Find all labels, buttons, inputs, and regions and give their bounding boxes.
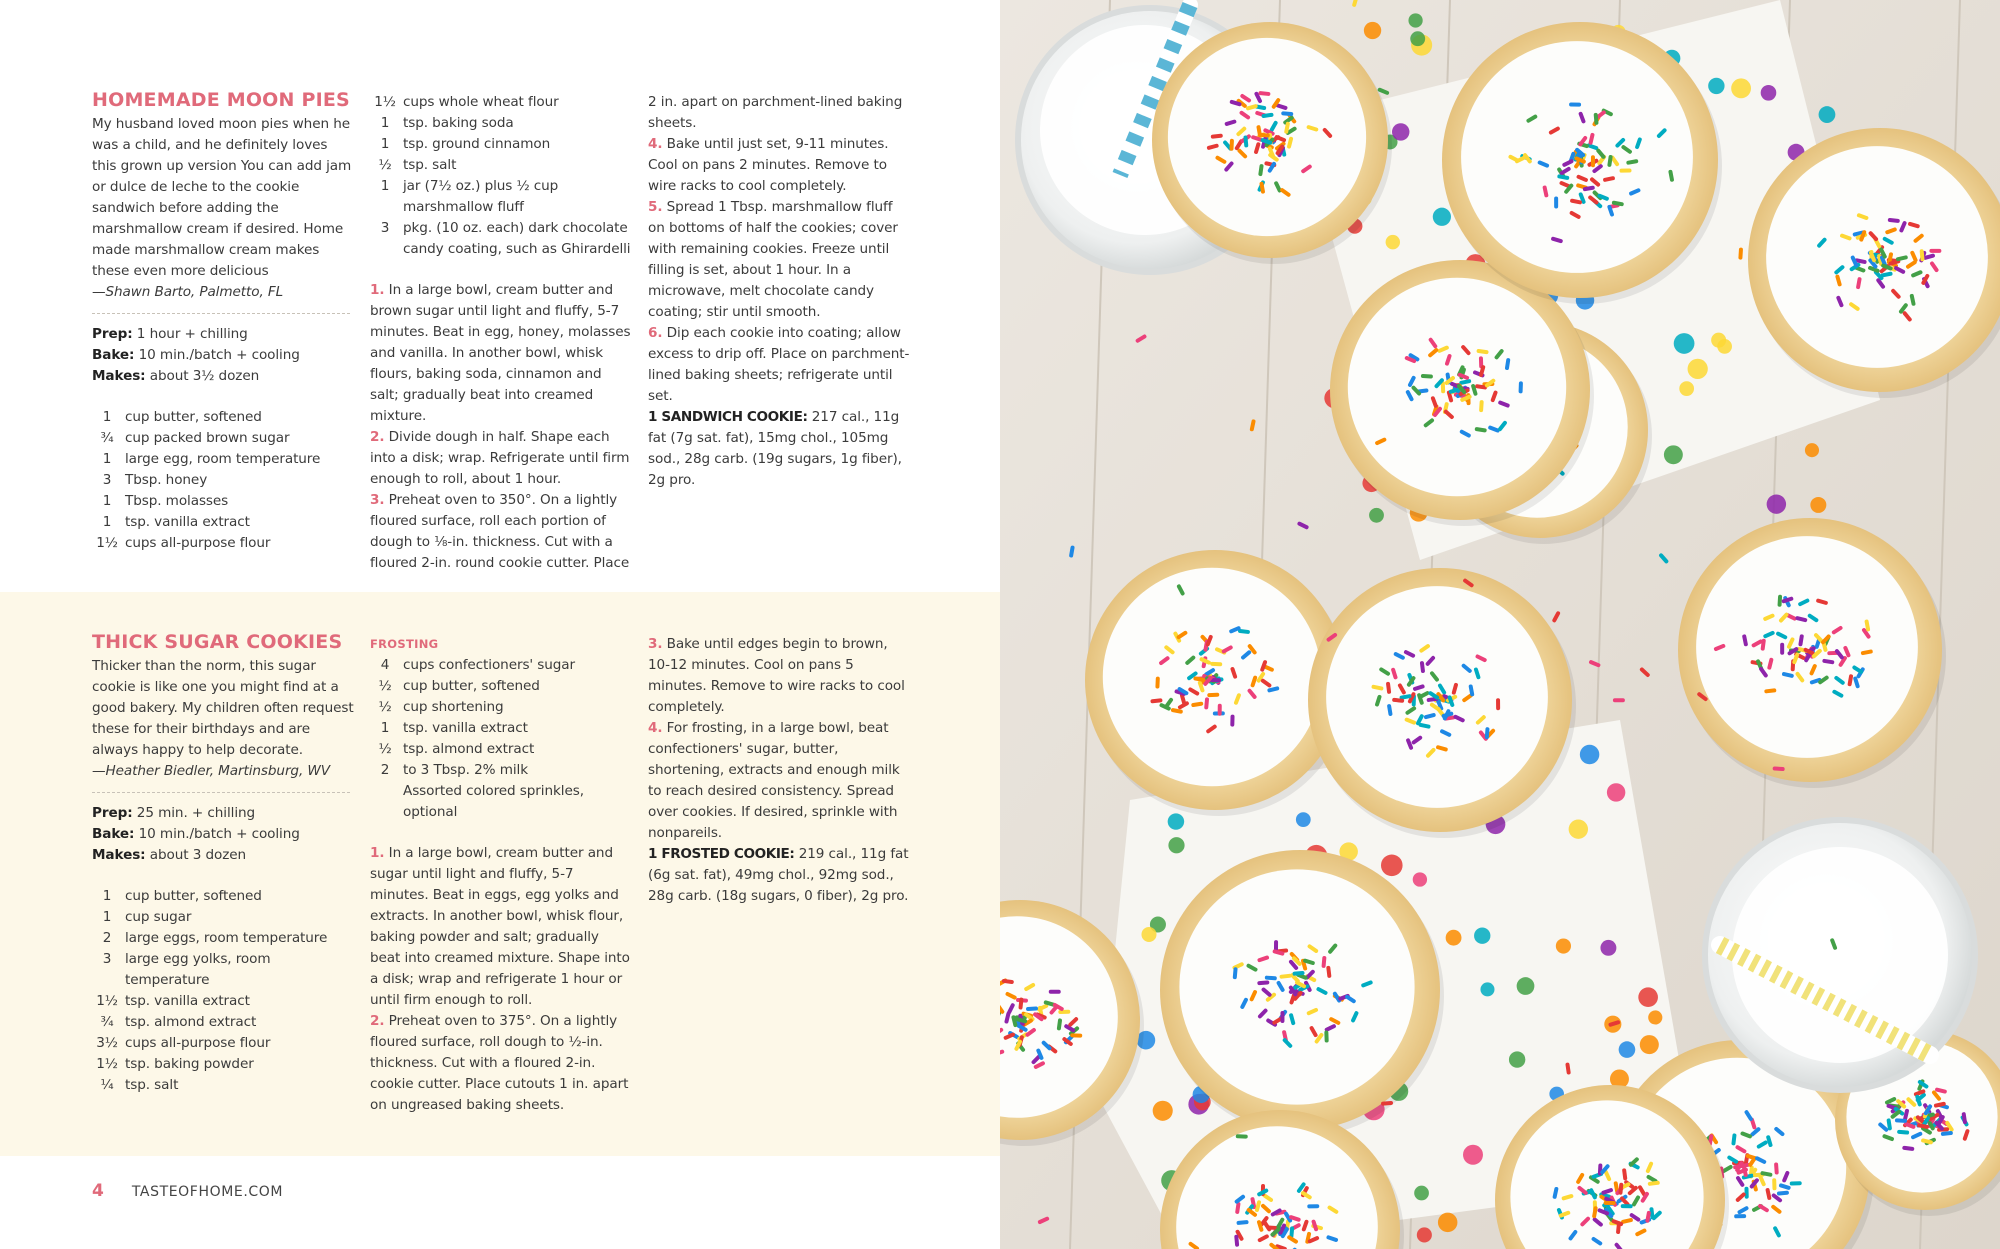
step-text: Preheat oven to 350°. On a lightly floured surface, roll each portion of dough to ⅛-in. thickness. Cut with a floured 2-in. round cookie cutter. Place bbox=[370, 492, 630, 571]
ingredient-quantity: 1 bbox=[380, 115, 390, 131]
ingredient-item bbox=[370, 113, 632, 134]
ingredient-item bbox=[92, 407, 354, 428]
sprinkle bbox=[1496, 698, 1500, 710]
ingredient-item bbox=[92, 533, 354, 554]
ingredient-item bbox=[92, 907, 354, 928]
step-text: Dip each cookie into coating; allow excess to drip off. Place on parchment-lined baking sheets; refrigerate until set. bbox=[648, 325, 910, 404]
ingredient-item bbox=[92, 428, 354, 449]
napkin-dot bbox=[1509, 1051, 1525, 1067]
recipe1-byline: —Shawn Barto, Palmetto, FL bbox=[92, 284, 284, 300]
bake-label: Bake: bbox=[92, 826, 135, 842]
ingredient-item bbox=[370, 781, 632, 823]
ingredient-item bbox=[370, 697, 632, 718]
ingredient-text: tsp. salt bbox=[403, 157, 457, 173]
recipe-step bbox=[370, 280, 632, 427]
step-number: 3. bbox=[648, 636, 663, 652]
ingredient-text: cups all-purpose flour bbox=[125, 535, 271, 551]
ingredient-quantity: ¾ bbox=[100, 430, 114, 446]
ingredient-item bbox=[92, 949, 354, 991]
sprinkle bbox=[1058, 1010, 1070, 1014]
step-number: 1. bbox=[370, 282, 385, 298]
step-text: Divide dough in half. Shape each into a disk; wrap. Refrigerate until firm enough to roll, about 1 hour. bbox=[370, 429, 630, 487]
makes-value: about 3½ dozen bbox=[149, 368, 260, 384]
ingredient-quantity: 1½ bbox=[96, 1056, 118, 1072]
dashed-divider bbox=[92, 792, 350, 793]
step-text: Bake until just set, 9-11 minutes. Cool on pans 2 minutes. Remove to wire racks to cool completely. bbox=[648, 136, 889, 194]
ingredient-text: tsp. baking soda bbox=[403, 115, 514, 131]
napkin-dot bbox=[1480, 982, 1494, 996]
sprinkle bbox=[1734, 1214, 1746, 1218]
recipe1-steps-b bbox=[648, 134, 910, 407]
ingredient-quantity: 1 bbox=[380, 178, 390, 194]
ingredient-item bbox=[370, 655, 632, 676]
bake-value: 10 min./batch + cooling bbox=[138, 826, 300, 842]
ingredient-quantity: ½ bbox=[378, 741, 392, 757]
prep-label: Prep: bbox=[92, 326, 133, 342]
recipe1-title: HOMEMADE MOON PIES bbox=[92, 89, 350, 111]
ingredient-quantity: 1 bbox=[102, 514, 112, 530]
recipe2-steps-b bbox=[648, 634, 910, 844]
napkin-dot bbox=[1168, 813, 1184, 829]
napkin-dot bbox=[1438, 1213, 1457, 1232]
frosting-label: FROSTING bbox=[370, 637, 439, 651]
napkin-dot bbox=[1517, 977, 1535, 995]
ingredient-text: to 3 Tbsp. 2% milk bbox=[403, 762, 528, 778]
ingredient-quantity: ½ bbox=[378, 678, 392, 694]
recipe1-makes bbox=[92, 366, 354, 387]
recipe2-makes bbox=[92, 845, 354, 866]
ingredient-item bbox=[370, 760, 632, 781]
recipe-step bbox=[648, 197, 910, 323]
recipe-step bbox=[648, 134, 910, 197]
napkin-dot bbox=[1638, 987, 1658, 1007]
napkin-dot bbox=[1474, 928, 1490, 944]
sprinkle bbox=[1895, 1118, 1907, 1123]
recipe2-title: THICK SUGAR COOKIES bbox=[92, 631, 343, 653]
ingredient-text: tsp. baking powder bbox=[125, 1056, 254, 1072]
ingredient-text: cup packed brown sugar bbox=[125, 430, 290, 446]
napkin-dot bbox=[1433, 208, 1451, 226]
bake-label: Bake: bbox=[92, 347, 135, 363]
ingredient-quantity: 1½ bbox=[96, 535, 118, 551]
ingredient-item bbox=[370, 676, 632, 697]
step-text: Preheat oven to 375°. On a lightly floured surface, roll dough to ½-in. thickness. Cut with a floured 2-in. cookie cutter. Place cutouts 1 in. apart on ungreased baking sheets. bbox=[370, 1013, 629, 1113]
ingredient-text: tsp. salt bbox=[125, 1077, 179, 1093]
ingredient-text: tsp. almond extract bbox=[125, 1014, 257, 1030]
sprinkle bbox=[1070, 1033, 1082, 1037]
ingredient-text: tsp. almond extract bbox=[403, 741, 535, 757]
recipe2-byline: —Heather Biedler, Martinsburg, WV bbox=[92, 763, 330, 779]
page-number: 4 bbox=[92, 1181, 104, 1201]
ingredient-text: tsp. vanilla extract bbox=[403, 720, 528, 736]
makes-label: Makes: bbox=[92, 847, 146, 863]
sprinkle bbox=[1780, 643, 1784, 655]
recipe1-prep bbox=[92, 324, 354, 345]
recipe1-intro: My husband loved moon pies when he was a child, and he definitely loves this grown up version You can add jam or dulce de leche to the cookie sandwich before adding the marshmallow cream if desired. Home made marshmallow cream makes these even more delicious bbox=[92, 116, 352, 279]
ingredient-item bbox=[92, 886, 354, 907]
step-number: 5. bbox=[648, 199, 663, 215]
ingredient-quantity: 1½ bbox=[96, 993, 118, 1009]
ingredient-quantity: 1 bbox=[102, 909, 112, 925]
recipe-step bbox=[648, 323, 910, 407]
recipe2-intro: Thicker than the norm, this sugar cookie is like one you might find at a good bakery. My children often request these for their birthdays and are always happy to help decorate. bbox=[92, 658, 354, 758]
ingredient-text: large eggs, room temperature bbox=[125, 930, 328, 946]
napkin-dot bbox=[1463, 1145, 1483, 1165]
sprinkle bbox=[1207, 693, 1219, 698]
cookie-frosting bbox=[1696, 536, 1918, 758]
sprinkle bbox=[1026, 1006, 1038, 1011]
step-text: In a large bowl, cream butter and brown sugar until light and fluffy, 5-7 minutes. Beat in egg, honey, molasses and vanilla. In another bowl, whisk flours, baking soda, cinnamon and salt; gradually beat into creamed mixture. bbox=[370, 282, 631, 424]
ingredient-text: large egg yolks, room temperature bbox=[125, 951, 271, 988]
sprinkle bbox=[1307, 1204, 1319, 1208]
step-text: For frosting, in a large bowl, beat confectioners' sugar, butter, shortening, extracts and enough milk to reach desired consistency. Spread over cookies. If desired, sprinkle with nonpareils. bbox=[648, 720, 900, 841]
ingredient-item bbox=[92, 928, 354, 949]
ingredient-quantity: 3 bbox=[380, 220, 390, 236]
napkin-dot bbox=[1381, 855, 1403, 877]
recipe2-column-1 bbox=[92, 631, 354, 1096]
nutrition-text: 219 cal., 11g fat (6g sat. fat), 49mg chol., 92mg sod., 28g carb. (18g sugars, 0 fiber), 2g pro. bbox=[648, 846, 909, 904]
ingredient-text: Tbsp. molasses bbox=[125, 493, 229, 509]
step-number: 2. bbox=[370, 1013, 385, 1029]
nutrition-text: 217 cal., 11g fat (7g sat. fat), 15mg chol., 105mg sod., 28g carb. (19g sugars, 1g fiber), 2g pro. bbox=[648, 409, 902, 488]
napkin-dot bbox=[1446, 930, 1462, 946]
nutrition-label: 1 SANDWICH COOKIE: bbox=[648, 409, 808, 425]
ingredient-quantity: 1 bbox=[102, 409, 112, 425]
napkin-dot bbox=[1413, 872, 1427, 886]
ingredient-item bbox=[92, 1075, 354, 1096]
ingredient-text: cups whole wheat flour bbox=[403, 94, 559, 110]
step-number: 4. bbox=[648, 136, 663, 152]
sprinkle bbox=[1777, 595, 1782, 607]
sprinkle bbox=[1744, 1187, 1748, 1199]
sprinkle bbox=[1591, 155, 1595, 167]
page-footer bbox=[92, 1181, 283, 1201]
loose-sprinkle bbox=[1613, 698, 1625, 702]
ingredient-text: tsp. ground cinnamon bbox=[403, 136, 551, 152]
ingredient-text: jar (7½ oz.) plus ½ cup marshmallow fluff bbox=[403, 178, 559, 215]
napkin-dot bbox=[1767, 494, 1786, 513]
recipe2-prep bbox=[92, 803, 354, 824]
sprinkle bbox=[1155, 676, 1160, 688]
napkin-dot bbox=[1569, 819, 1588, 838]
ingredient-text: cups all-purpose flour bbox=[125, 1035, 271, 1051]
prep-value: 25 min. + chilling bbox=[136, 805, 256, 821]
nutrition-label: 1 FROSTED COOKIE: bbox=[648, 846, 795, 862]
sprinkle bbox=[1774, 1162, 1779, 1174]
napkin-dot bbox=[1296, 812, 1311, 827]
ingredient-quantity: 4 bbox=[380, 657, 390, 673]
ingredient-quantity: 1 bbox=[102, 888, 112, 904]
ingredient-quantity: 1½ bbox=[374, 94, 396, 110]
recipe1-step-continuation: 2 in. apart on parchment-lined baking sheets. bbox=[648, 94, 903, 131]
ingredient-text: cups confectioners' sugar bbox=[403, 657, 576, 673]
ingredient-quantity: ½ bbox=[378, 699, 392, 715]
step-number: 4. bbox=[648, 720, 663, 736]
ingredient-item bbox=[370, 134, 632, 155]
sprinkle bbox=[1210, 662, 1222, 667]
ingredient-text: cup butter, softened bbox=[403, 678, 540, 694]
napkin-dot bbox=[1392, 123, 1409, 140]
step-text: Spread 1 Tbsp. marshmallow fluff on bottoms of half the cookies; cover with remaining cookies. Freeze until filling is set, about 1 hour. In a microwave, melt chocolate candy coating; stir until smooth. bbox=[648, 199, 898, 320]
ingredient-text: Assorted colored sprinkles, optional bbox=[403, 783, 584, 820]
ingredient-quantity: 3 bbox=[102, 472, 112, 488]
milk-glass-bottom bbox=[1705, 820, 1975, 1090]
sprinkle bbox=[1230, 715, 1234, 727]
sprinkle bbox=[1929, 249, 1941, 253]
step-number: 6. bbox=[648, 325, 663, 341]
recipe1-column-1 bbox=[92, 89, 354, 554]
ingredient-text: pkg. (10 oz. each) dark chocolate candy coating, such as Ghirardelli bbox=[403, 220, 631, 257]
step-number: 1. bbox=[370, 845, 385, 861]
ingredient-text: Tbsp. honey bbox=[125, 472, 208, 488]
ingredient-text: cup sugar bbox=[125, 909, 192, 925]
step-number: 3. bbox=[370, 492, 385, 508]
napkin-dot bbox=[1141, 927, 1156, 942]
recipe1-steps-a bbox=[370, 280, 632, 574]
sprinkle bbox=[1554, 197, 1558, 209]
recipe-step bbox=[648, 718, 910, 844]
ingredient-quantity: 1 bbox=[380, 136, 390, 152]
sprinkle bbox=[1519, 381, 1523, 393]
ingredient-item bbox=[92, 1033, 354, 1054]
napkin-dot bbox=[1386, 235, 1400, 249]
napkin-dot bbox=[1761, 85, 1777, 101]
sprinkle bbox=[1790, 1181, 1802, 1185]
napkin-dot bbox=[1805, 443, 1819, 457]
recipe1-column-2 bbox=[370, 92, 632, 574]
sprinkle bbox=[1049, 990, 1061, 994]
napkin-dot bbox=[1731, 78, 1751, 98]
prep-value: 1 hour + chilling bbox=[136, 326, 248, 342]
napkin-dot bbox=[1708, 78, 1724, 94]
ingredient-item bbox=[370, 155, 632, 176]
ingredient-quantity: 1 bbox=[102, 451, 112, 467]
step-number: 2. bbox=[370, 429, 385, 445]
napkin-dot bbox=[1414, 1186, 1429, 1201]
napkin-dot bbox=[1168, 837, 1184, 853]
sprinkle bbox=[1218, 704, 1222, 716]
napkin-dot bbox=[1664, 445, 1683, 464]
napkin-dot bbox=[1417, 1227, 1432, 1242]
recipe1-nutrition bbox=[648, 407, 910, 491]
ingredient-quantity: 1 bbox=[380, 720, 390, 736]
napkin-dot bbox=[1640, 1035, 1659, 1054]
ingredient-quantity: ¾ bbox=[100, 1014, 114, 1030]
sprinkle bbox=[1421, 374, 1433, 379]
recipe2-nutrition bbox=[648, 844, 910, 907]
napkin-dot bbox=[1153, 1101, 1173, 1121]
dashed-divider bbox=[92, 313, 350, 314]
recipe-step bbox=[370, 1011, 632, 1116]
sprinkle bbox=[1229, 139, 1234, 151]
ingredient-item bbox=[370, 718, 632, 739]
cookies-photo-illustration bbox=[1000, 0, 2000, 1249]
recipe2-ingredients bbox=[92, 886, 354, 1096]
makes-value: about 3 dozen bbox=[149, 847, 247, 863]
recipe1-bake bbox=[92, 345, 354, 366]
napkin-dot bbox=[1410, 31, 1425, 46]
recipe-step bbox=[370, 427, 632, 490]
recipe2-frosting-ingredients bbox=[370, 655, 632, 823]
ingredient-item bbox=[92, 470, 354, 491]
sprinkle bbox=[1280, 1011, 1284, 1023]
recipe-step bbox=[370, 843, 632, 1011]
ingredient-quantity: 1 bbox=[102, 493, 112, 509]
napkin-dot bbox=[1819, 106, 1836, 123]
sprinkle bbox=[1621, 1204, 1633, 1208]
recipe1-ingredients-b bbox=[370, 92, 632, 260]
ingredient-text: tsp. vanilla extract bbox=[125, 514, 250, 530]
napkin-dot bbox=[1688, 359, 1708, 379]
ingredient-text: cup butter, softened bbox=[125, 888, 262, 904]
recipe-step bbox=[370, 490, 632, 574]
napkin-dot bbox=[1408, 13, 1422, 27]
ingredient-text: tsp. vanilla extract bbox=[125, 993, 250, 1009]
ingredient-text: cup butter, softened bbox=[125, 409, 262, 425]
loose-sprinkle bbox=[1569, 103, 1581, 107]
napkin-dot bbox=[1674, 333, 1695, 354]
sprinkle bbox=[1619, 169, 1631, 173]
napkin-dot bbox=[1679, 381, 1694, 396]
step-text: In a large bowl, cream butter and sugar until light and fluffy, 5-7 minutes. Beat in eggs, egg yolks and extracts. In another bowl, whisk flour, baking powder and salt; gradually beat into creamed mixture. Shape into a disk; wrap and refrigerate 1 hour or until firm enough to roll. bbox=[370, 845, 630, 1008]
loose-sprinkle bbox=[1738, 247, 1743, 259]
ingredient-item bbox=[370, 218, 632, 260]
ingredient-item bbox=[370, 176, 632, 218]
ingredient-text: cup shortening bbox=[403, 699, 504, 715]
ingredient-quantity bbox=[370, 781, 400, 823]
step-text: Bake until edges begin to brown, 10-12 minutes. Cool on pans 5 minutes. Remove to wire racks to cool completely. bbox=[648, 636, 905, 715]
ingredient-item bbox=[92, 991, 354, 1012]
ingredient-quantity: ½ bbox=[378, 157, 392, 173]
ingredient-item bbox=[370, 92, 632, 113]
recipe2-column-2 bbox=[370, 634, 632, 1116]
napkin-dot bbox=[1607, 783, 1625, 801]
makes-label: Makes: bbox=[92, 368, 146, 384]
napkin-dot bbox=[1369, 508, 1384, 523]
recipe2-column-3 bbox=[648, 634, 910, 907]
cookies-photo bbox=[1000, 0, 2000, 1249]
ingredient-text: large egg, room temperature bbox=[125, 451, 321, 467]
napkin-dot bbox=[1556, 938, 1571, 953]
ingredient-quantity: 2 bbox=[102, 930, 112, 946]
recipe2-bake bbox=[92, 824, 354, 845]
ingredient-item bbox=[92, 491, 354, 512]
ingredient-item bbox=[92, 512, 354, 533]
napkin-dot bbox=[1364, 22, 1381, 39]
recipe2-steps-a bbox=[370, 843, 632, 1116]
site-name: TASTEOFHOME.COM bbox=[131, 1184, 284, 1200]
recipe1-column-3 bbox=[648, 92, 910, 491]
sprinkle bbox=[1324, 1030, 1328, 1042]
ingredient-item bbox=[92, 1012, 354, 1033]
ingredient-item bbox=[92, 449, 354, 470]
napkin-dot bbox=[1711, 333, 1726, 348]
recipe1-ingredients-a bbox=[92, 407, 354, 554]
napkin-dot bbox=[1580, 745, 1599, 764]
sprinkle bbox=[1772, 1178, 1776, 1190]
ingredient-quantity: ¼ bbox=[100, 1077, 114, 1093]
ingredient-quantity: 3 bbox=[102, 951, 112, 967]
ingredient-quantity: 2 bbox=[380, 762, 390, 778]
ingredient-item bbox=[92, 1054, 354, 1075]
bake-value: 10 min./batch + cooling bbox=[138, 347, 300, 363]
sprinkle bbox=[1604, 1201, 1616, 1205]
napkin-dot bbox=[1648, 1010, 1662, 1024]
ingredient-quantity: 3½ bbox=[96, 1035, 118, 1051]
prep-label: Prep: bbox=[92, 805, 133, 821]
napkin-dot bbox=[1810, 497, 1826, 513]
napkin-dot bbox=[1619, 1041, 1636, 1058]
recipe-step bbox=[648, 634, 910, 718]
sprinkle bbox=[1479, 400, 1484, 412]
loose-sprinkle bbox=[1236, 1134, 1248, 1138]
napkin-dot bbox=[1600, 940, 1616, 956]
ingredient-item bbox=[370, 739, 632, 760]
